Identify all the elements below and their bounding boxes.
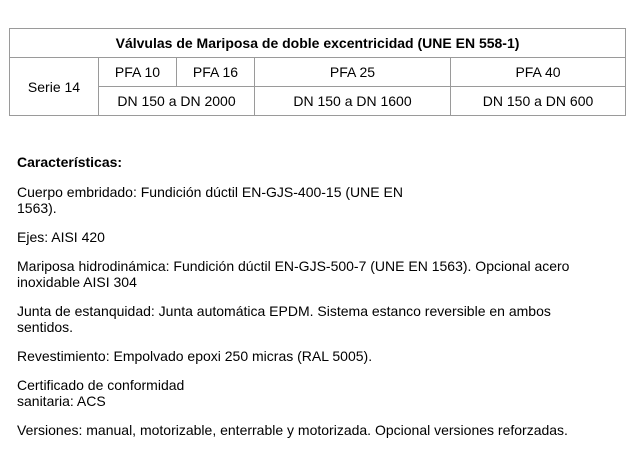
characteristics-heading: Características: <box>17 154 123 170</box>
pfa-10-cell: PFA 10 <box>99 58 177 87</box>
dn-range-pfa-25: DN 150 a DN 1600 <box>255 87 451 116</box>
characteristics-section <box>17 154 617 451</box>
dn-range-pfa-40: DN 150 a DN 600 <box>451 87 626 116</box>
shafts-item: Ejes: AISI 420 <box>17 229 105 245</box>
seal-item: Junta de estanquidad: Junta automática EPDM. Sistema estanco reversible en ambos sentidos. <box>17 303 551 335</box>
coating-item: Revestimiento: Empolvado epoxi 250 micras (RAL 5005). <box>17 348 373 364</box>
table-title: Válvulas de Mariposa de doble excentricidad (UNE EN 558-1) <box>10 29 626 58</box>
dn-range-pfa-10-16: DN 150 a DN 2000 <box>99 87 255 116</box>
certificate-item: Certificado de conformidad sanitaria: ACS <box>17 377 185 409</box>
disc-item: Mariposa hidrodinámica: Fundición dúctil EN-GJS-500-7 (UNE EN 1563). Opcional acero inoxidable AISI 304 <box>17 258 570 290</box>
pfa-40-cell: PFA 40 <box>451 58 626 87</box>
pfa-25-cell: PFA 25 <box>255 58 451 87</box>
valve-spec-table <box>9 28 626 116</box>
body-flanged-item: Cuerpo embridado: Fundición dúctil EN-GJS-400-15 (UNE EN 1563). <box>17 184 403 216</box>
serie-cell: Serie 14 <box>10 58 99 116</box>
pfa-16-cell: PFA 16 <box>177 58 255 87</box>
versions-item: Versiones: manual, motorizable, enterrable y motorizada. Opcional versiones reforzadas. <box>17 422 568 438</box>
